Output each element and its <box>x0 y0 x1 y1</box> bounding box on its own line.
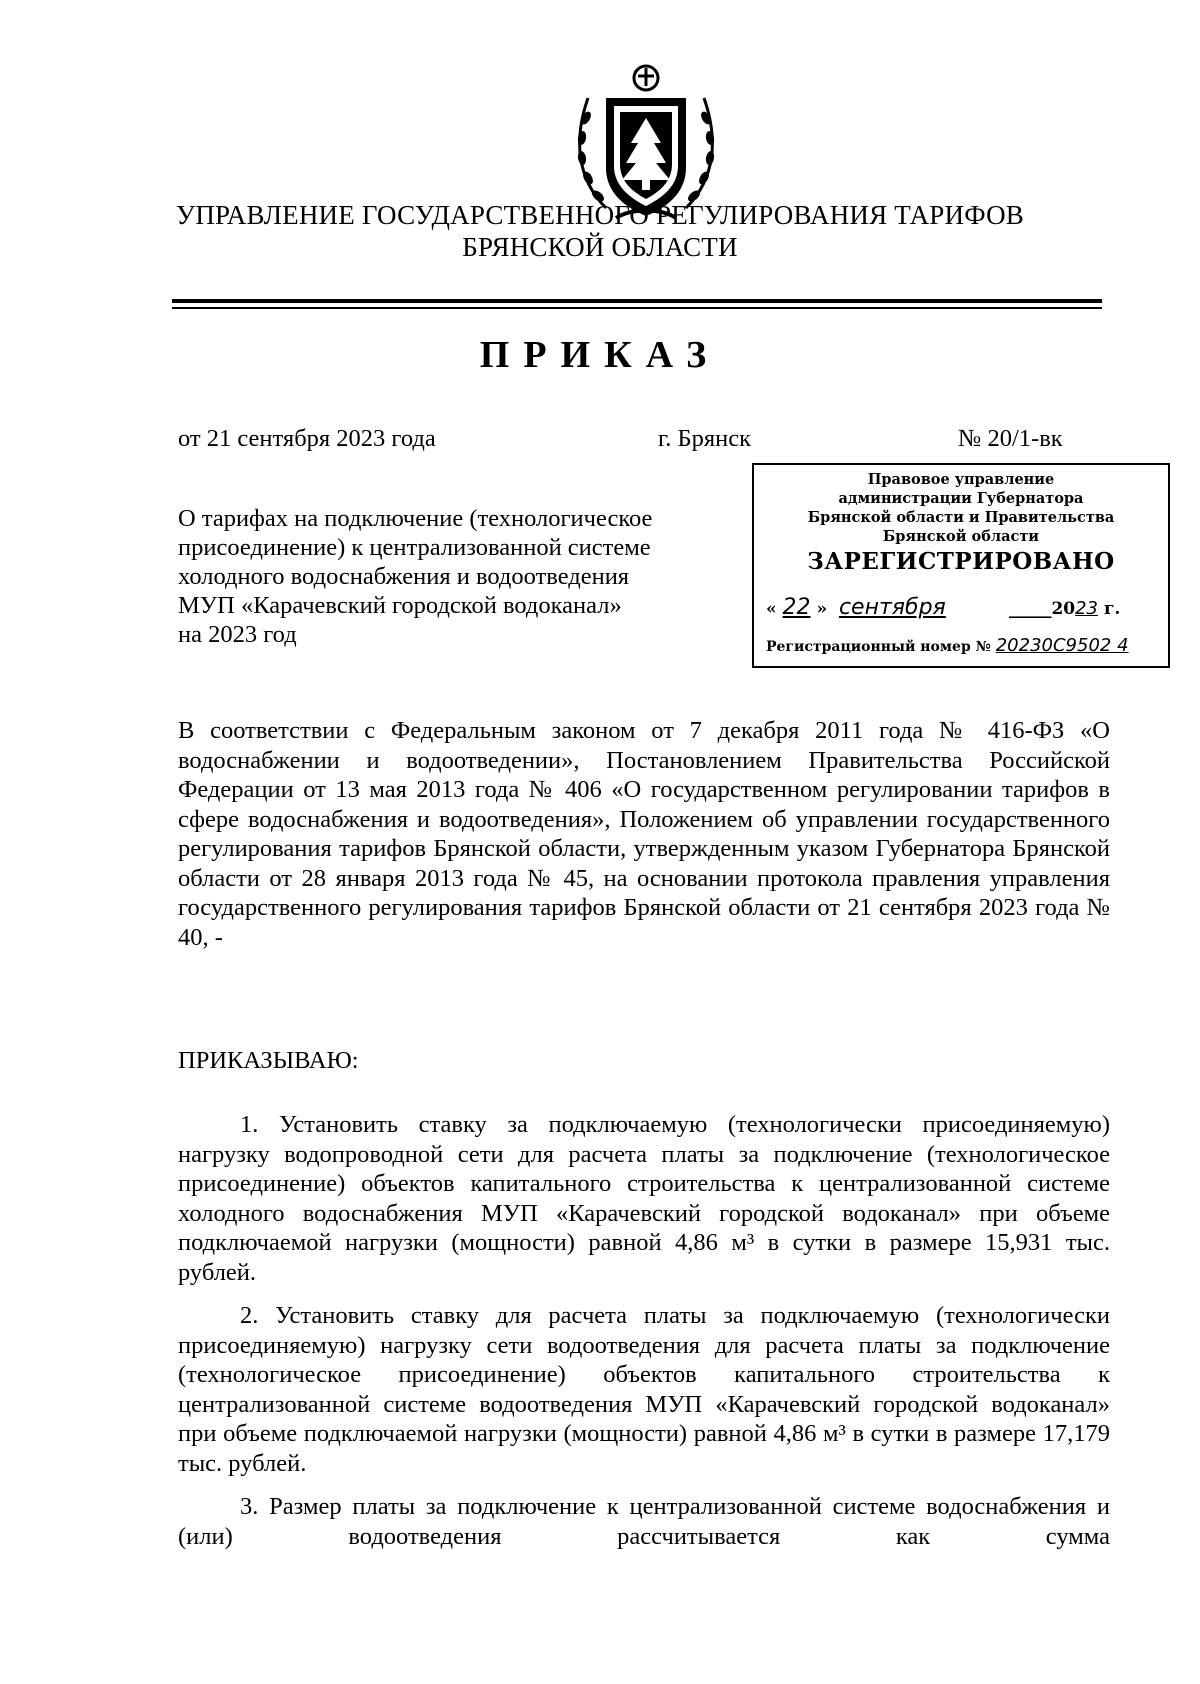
order-word: ПРИКАЗЫВАЮ: <box>178 1047 359 1074</box>
stamp-registration-number <box>766 635 1129 656</box>
order-date: от 21 сентября 2023 года <box>178 425 436 452</box>
subject-line: холодного водоснабжения и водоотведения <box>178 563 630 590</box>
stamp-year-prefix: 20 <box>1051 599 1076 619</box>
header-rule-thick <box>172 299 1102 303</box>
stamp-year-suffix: 23 <box>1075 598 1099 619</box>
preamble-paragraph: В соответствии с Федеральным законом от 7 декабря 2011 года № 416-ФЗ «О водоснабжении и водоотведении», Постановлением Правительства Российской Федерации от 13 мая 2013 года № 406 «О государственном регулировании тарифов в сфере водоснабжения и водоотведения», Положением об управлении государственного регулирования тарифов Брянской области, утвержденным указом Губернатора Брянской области от 28 января 2013 года № 45, на основании протокола правления управления государственного регулирования тарифов Брянской области от 21 сентября 2023 года № 40, - <box>178 717 1110 951</box>
order-item-2: 2. Установить ставку для расчета платы за подключаемую (технологически присоединяемую) нагрузку сети водоотведения для расчета платы за подключение (технологическое присоединение) объектов капитального строительства к централизованной системе водоотведения МУП «Карачевский городской водоканал» при объеме подключаемой нагрузки (мощности) равной 4,86 м³ в сутки в размере 17,179 тыс. рублей. <box>178 1302 1110 1477</box>
order-subject <box>178 504 738 649</box>
stamp-regno-value: 20230С9502 4 <box>995 635 1129 656</box>
organization-name-line1: УПРАВЛЕНИЕ ГОСУДАРСТВЕННОГО РЕГУЛИРОВАНИЯ ТАРИФОВ <box>176 200 1024 230</box>
organization-name-line2: БРЯНСКОЙ ОБЛАСТИ <box>462 232 738 262</box>
subject-line: МУП «Карачевский городской водоканал» <box>178 592 622 619</box>
stamp-line: Брянской области <box>882 528 1040 545</box>
subject-line: О тарифах на подключение (технологическое <box>178 505 653 532</box>
subject-line: на 2023 год <box>178 621 297 648</box>
stamp-registered-label: ЗАРЕГИСТРИРОВАНО <box>807 548 1115 575</box>
stamp-line: Правовое управление <box>867 471 1055 488</box>
subject-line: присоединение) к централизованной системе <box>178 534 651 561</box>
order-number: № 20/1-вк <box>958 425 1063 452</box>
order-item-3: 3. Размер платы за подключение к централизованной системе водоснабжения и (или) водоотведения рассчитывается как сумма <box>178 1493 1110 1550</box>
header-rule-thin <box>172 307 1102 309</box>
stamp-line: Брянской области и Правительства <box>807 509 1115 526</box>
order-city: г. Брянск <box>658 425 752 452</box>
stamp-year-unit: г. <box>1103 599 1121 619</box>
stamp-line: администрации Губернатора <box>838 490 1084 507</box>
stamp-date: « 22 » сентября _____2023 г. <box>766 595 1121 620</box>
stamp-day: 22 <box>782 595 811 620</box>
registration-stamp <box>752 463 1170 668</box>
stamp-month: сентября <box>838 595 946 620</box>
order-item-1: 1. Установить ставку за подключаемую (технологически присоединяемую) нагрузку водопроводной сети для расчета платы за подключение (технологическое присоединение) объектов капитального строительства к централизованной системе холодного водоснабжения МУП «Карачевский городской водоканал» при объеме подключаемой нагрузки (мощности) равной 4,86 м³ в сутки в размере 15,931 тыс. рублей. <box>178 1111 1110 1286</box>
stamp-regno-label: Регистрационный номер № <box>766 639 991 655</box>
document-type-title: ПРИКАЗ <box>479 334 721 376</box>
